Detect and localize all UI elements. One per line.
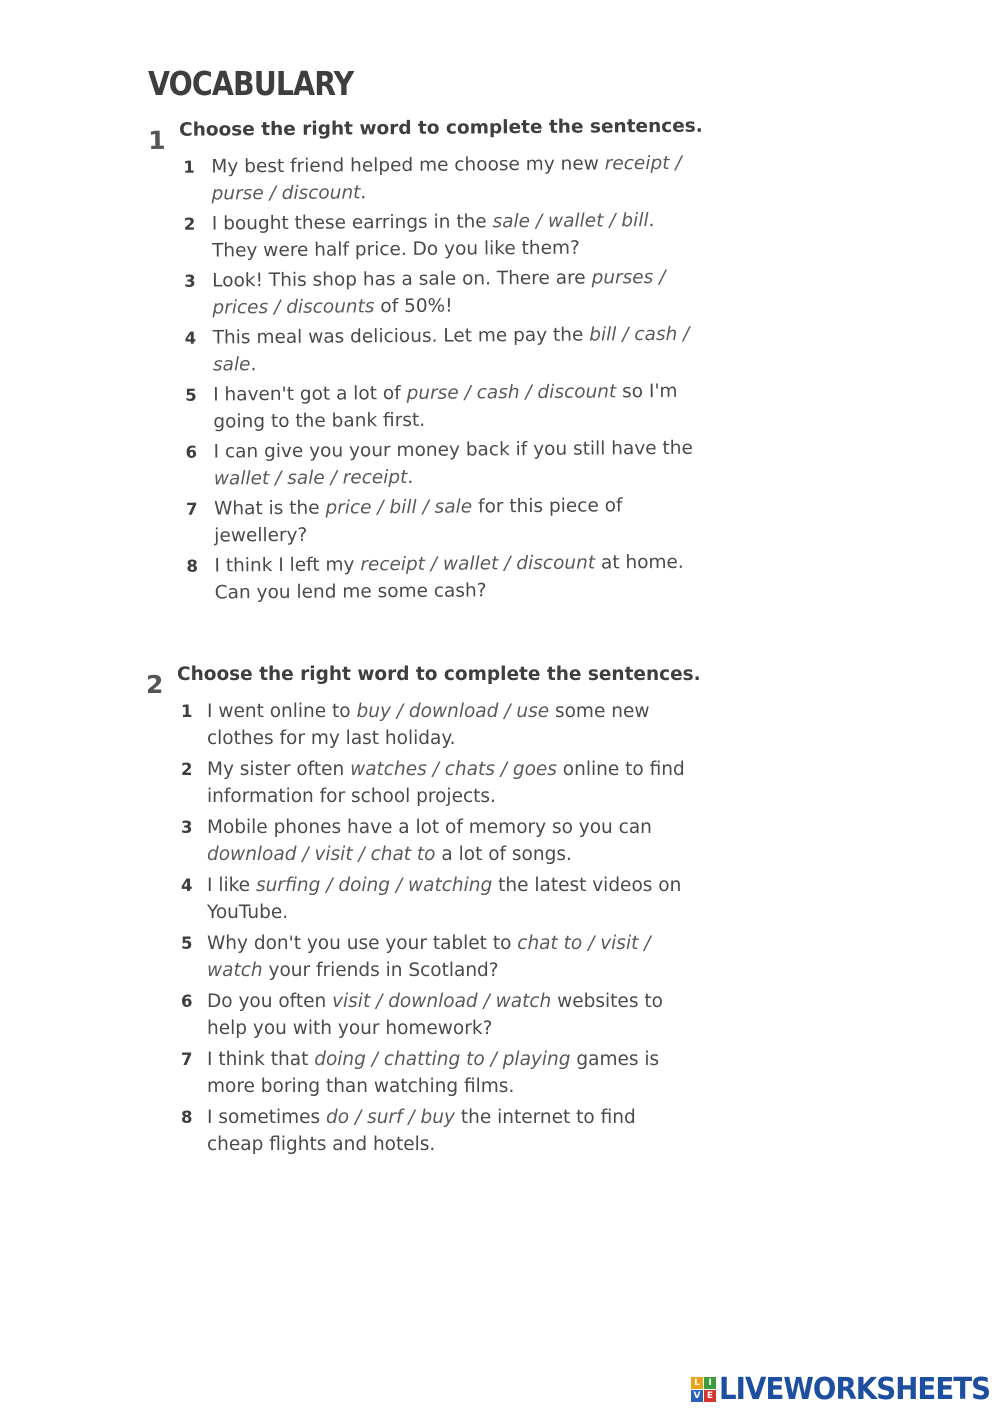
sentence-fragment: I think I left my (214, 554, 361, 577)
sentence-fragment: Why don't you use your tablet to (207, 933, 518, 954)
exercise-2-instruction: Choose the right word to complete the sentences. (177, 664, 701, 685)
item-number: 5 (185, 385, 197, 405)
sentence-fragment: games is more boring than watching films. (207, 1049, 660, 1097)
sentence-fragment: I haven't got a lot of (213, 382, 407, 406)
sentence-fragment: the latest videos on YouTube. (207, 875, 682, 923)
item-number: 3 (184, 271, 196, 291)
sentence-fragment: I like (207, 875, 256, 896)
exercise-1-header (148, 115, 703, 155)
item-sentence (207, 1104, 689, 1158)
sentence-fragment: This meal was delicious. Let me pay the (212, 324, 590, 349)
exercise-item (148, 150, 691, 208)
exercise-item (146, 698, 689, 752)
item-number: 3 (181, 818, 193, 837)
sentence-fragment: . They were half price. Do you like them? (211, 210, 655, 262)
exercise-item (146, 1104, 689, 1158)
item-number: 6 (181, 992, 193, 1011)
sentence-fragment: at home. Can you lend me some cash? (214, 551, 684, 604)
exercise-item (150, 378, 693, 436)
exercise-2-number: 2 (146, 670, 164, 699)
exercise-item (149, 264, 692, 322)
word-choices[interactable]: price / bill / sale (325, 496, 473, 519)
item-sentence (214, 435, 694, 493)
liveworksheets-logo-text: LIVEWORKSHEETS (719, 1372, 991, 1407)
word-choices[interactable]: download / visit / chat to (207, 844, 436, 865)
sentence-fragment: My best friend helped me choose my new (211, 153, 605, 178)
exercise-item (146, 930, 689, 984)
item-number: 2 (181, 760, 193, 779)
item-sentence (213, 321, 693, 379)
item-number: 4 (184, 328, 197, 348)
sentence-fragment: I sometimes (207, 1107, 327, 1128)
item-sentence (207, 756, 689, 810)
sentence-fragment: for this piece of jewellery? (214, 495, 623, 547)
exercise-1-number: 1 (148, 125, 166, 155)
exercise-2-header (146, 664, 701, 699)
sentence-fragment: Look! This shop has a sale on. There are (212, 267, 592, 292)
item-sentence (214, 549, 694, 607)
word-choices[interactable]: chat to / visit / watch (207, 933, 651, 981)
item-number: 7 (185, 499, 198, 519)
exercise-2-items (146, 698, 689, 1158)
sentence-fragment: your friends in Scotland? (262, 960, 499, 981)
exercise-item (146, 814, 689, 868)
item-number: 8 (181, 1108, 193, 1127)
word-choices[interactable]: receipt / wallet / discount (360, 552, 596, 576)
item-sentence (207, 872, 689, 926)
item-sentence (214, 492, 694, 550)
exercise-1-items (148, 150, 695, 607)
sentence-fragment: . (407, 466, 414, 488)
sentence-fragment: websites to help you with your homework? (207, 991, 663, 1039)
sentence-fragment: of 50%! (374, 295, 453, 318)
word-choices[interactable]: do / surf / buy (326, 1107, 455, 1128)
exercise-item (146, 1046, 689, 1100)
word-choices[interactable]: wallet / sale / receipt (213, 466, 408, 490)
item-number: 4 (181, 876, 193, 895)
exercise-item (151, 492, 694, 550)
word-choices[interactable]: surfing / doing / watching (255, 875, 493, 896)
item-number: 8 (186, 556, 199, 576)
sentence-fragment: a lot of songs. (435, 844, 572, 865)
exercise-1 (148, 115, 703, 610)
exercise-2 (146, 664, 701, 1162)
sentence-fragment: My sister often (207, 759, 351, 780)
exercise-item (149, 207, 692, 265)
word-choices[interactable]: purse / cash / discount (406, 381, 617, 404)
sentence-fragment: I can give you your money back if you still have the (213, 437, 693, 463)
item-sentence (213, 378, 693, 436)
word-choices[interactable]: sale / wallet / bill (492, 210, 649, 233)
word-choices[interactable]: purses / prices / discounts (212, 266, 666, 319)
word-choices[interactable]: buy / download / use (356, 701, 550, 722)
item-sentence (207, 698, 689, 752)
exercise-item (146, 872, 689, 926)
item-sentence (207, 988, 689, 1042)
page-title: VOCABULARY (148, 64, 354, 103)
word-choices[interactable]: receipt / purse / discount (211, 152, 682, 205)
item-sentence (207, 814, 689, 868)
item-number: 2 (183, 214, 196, 234)
exercise-item (151, 549, 694, 607)
liveworksheets-logo-icon: L I V E (691, 1377, 716, 1402)
sentence-fragment: I think that (207, 1049, 315, 1070)
sentence-fragment: the internet to find cheap flights and hotels. (207, 1107, 636, 1155)
item-number: 5 (181, 934, 193, 953)
exercise-1-instruction: Choose the right word to complete the sentences. (178, 115, 703, 141)
item-sentence (212, 264, 692, 322)
item-sentence (212, 207, 692, 265)
item-number: 7 (181, 1050, 193, 1069)
liveworksheets-logo[interactable] (691, 1372, 999, 1407)
sentence-fragment: online to find information for school projects. (207, 759, 685, 807)
sentence-fragment: What is the (213, 497, 326, 520)
sentence-fragment: Mobile phones have a lot of memory so you can (207, 817, 652, 838)
word-choices[interactable]: doing / chatting to / playing (314, 1049, 571, 1070)
item-sentence (211, 150, 691, 208)
sentence-fragment: I bought these earrings in the (211, 211, 493, 235)
item-number: 1 (181, 702, 193, 721)
sentence-fragment: Do you often (207, 991, 333, 1012)
sentence-fragment: I went online to (207, 701, 357, 722)
sentence-fragment: so I'm going to the bank first. (213, 380, 678, 433)
sentence-fragment: some new clothes for my last holiday. (207, 701, 650, 749)
word-choices[interactable]: bill / cash / sale (212, 323, 690, 376)
item-number: 6 (185, 442, 198, 462)
exercise-item (150, 321, 693, 379)
item-sentence (207, 930, 689, 984)
sentence-fragment: . (360, 182, 367, 204)
exercise-item (146, 988, 689, 1042)
exercise-item (151, 435, 694, 493)
item-number: 1 (183, 157, 195, 177)
sentence-fragment: . (250, 354, 257, 376)
word-choices[interactable]: visit / download / watch (332, 991, 552, 1012)
word-choices[interactable]: watches / chats / goes (350, 759, 557, 780)
item-sentence (207, 1046, 689, 1100)
exercise-item (146, 756, 689, 810)
